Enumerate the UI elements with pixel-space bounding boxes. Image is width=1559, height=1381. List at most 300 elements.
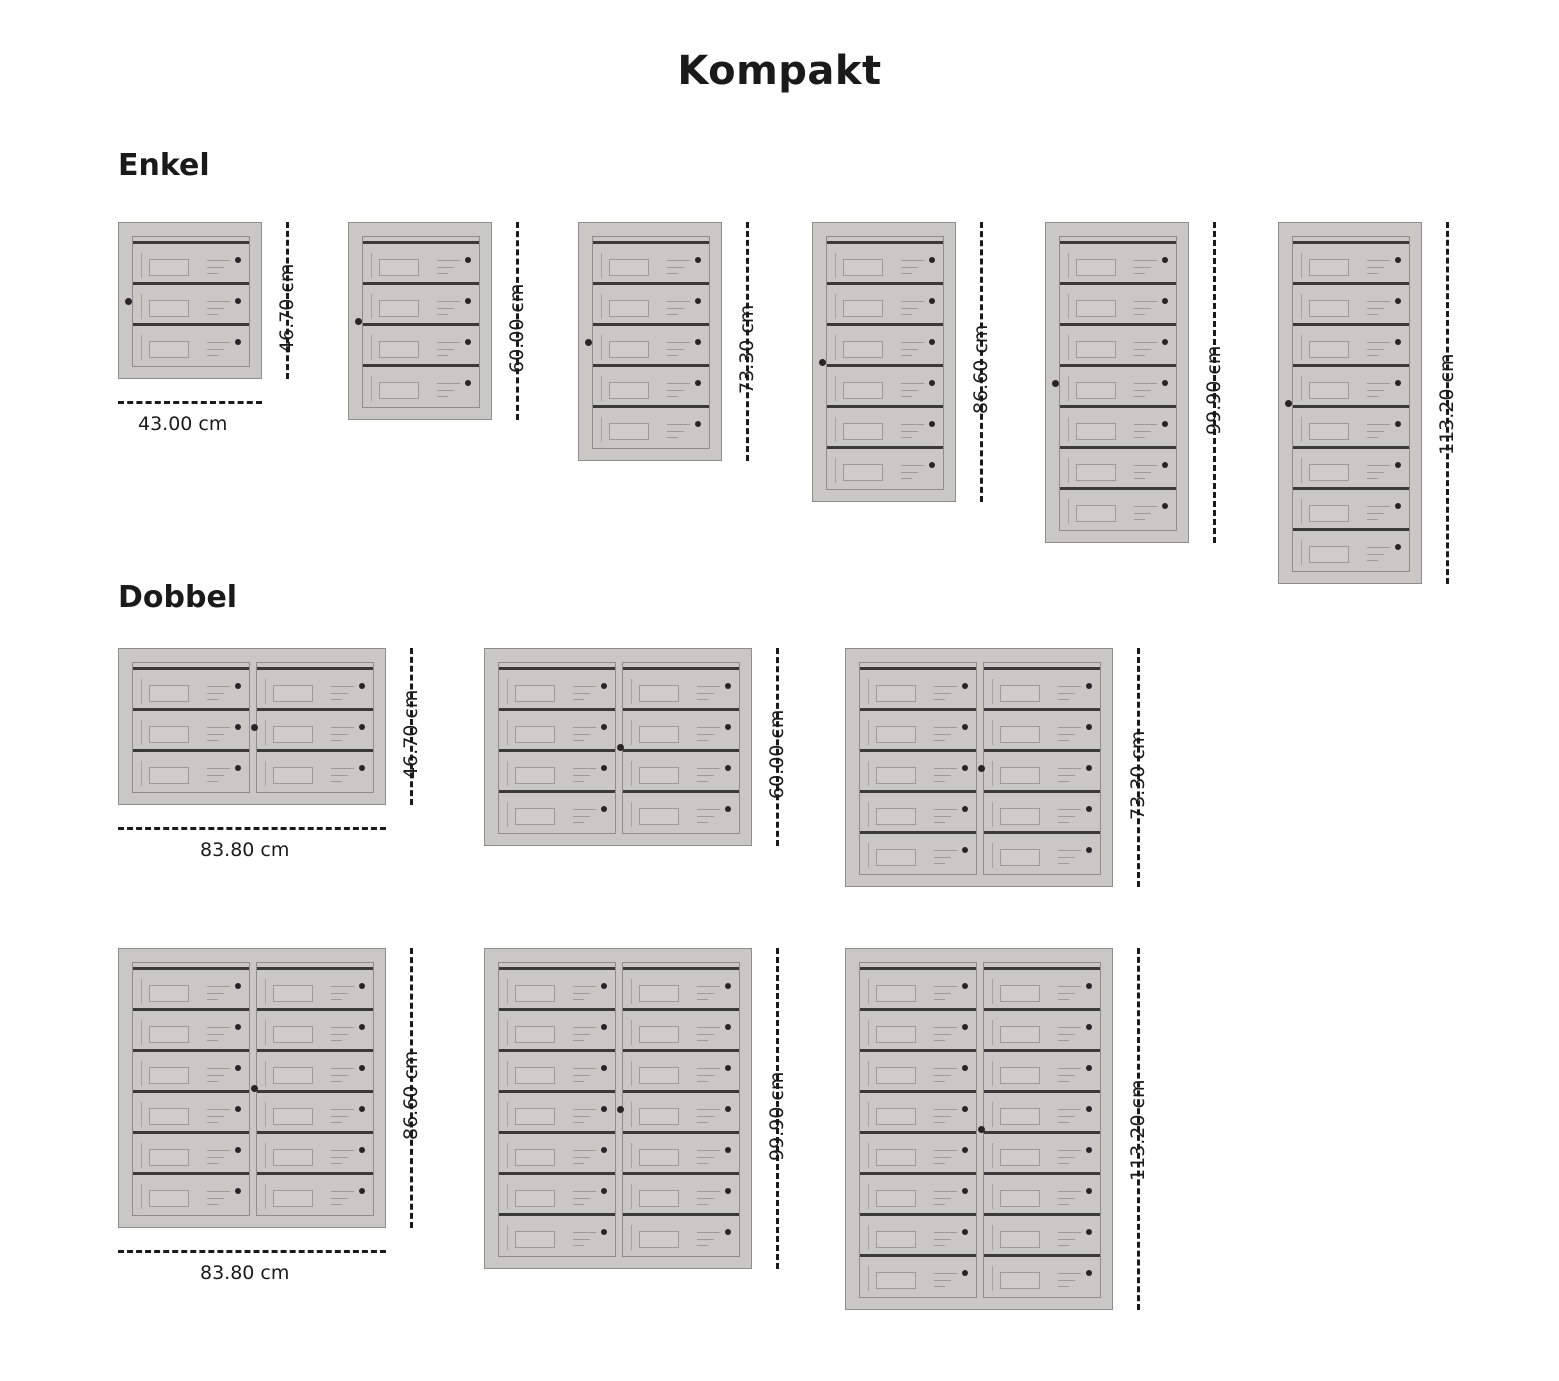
mailbox-cabinet xyxy=(118,948,386,1228)
address-lines xyxy=(207,258,230,277)
mailbox-slot xyxy=(257,749,373,790)
name-plate xyxy=(273,1190,312,1206)
mailbox-panel xyxy=(498,962,616,1257)
address-lines xyxy=(207,1148,230,1167)
mailbox-slot xyxy=(499,1213,615,1254)
name-plate xyxy=(1309,423,1348,439)
panel-edge-line xyxy=(992,1020,993,1045)
address-lines xyxy=(207,299,230,318)
mail-slot-opening xyxy=(860,1172,976,1175)
width-dimension-line xyxy=(118,401,262,404)
mailbox-slot xyxy=(257,1172,373,1213)
name-plate xyxy=(876,767,915,783)
lock-icon xyxy=(601,724,607,730)
mailbox-slot xyxy=(984,1172,1100,1213)
lock-icon xyxy=(1395,380,1401,386)
mail-slot-opening xyxy=(623,1008,739,1011)
cabinet-unit-enkel-2 xyxy=(348,222,528,420)
mailbox-slot xyxy=(1293,241,1409,282)
panel-edge-line xyxy=(1301,499,1302,524)
panel-edge-line xyxy=(631,1061,632,1086)
address-lines xyxy=(573,1189,596,1208)
name-plate xyxy=(639,1231,678,1247)
panel-edge-line xyxy=(1301,335,1302,360)
lock-icon xyxy=(962,683,968,689)
mailbox-panel xyxy=(859,962,977,1298)
mail-slot-opening xyxy=(499,967,615,970)
name-plate xyxy=(1076,382,1115,398)
name-plate xyxy=(515,767,554,783)
mailbox-slot xyxy=(984,1213,1100,1254)
address-lines xyxy=(573,1107,596,1126)
height-dimension-label: 46.70 cm xyxy=(400,689,422,779)
lock-icon xyxy=(929,339,935,345)
name-plate xyxy=(639,1149,678,1165)
mail-slot-opening xyxy=(984,667,1100,670)
mailbox-slot xyxy=(593,323,709,364)
mail-slot-opening xyxy=(133,1131,249,1134)
mail-slot-opening xyxy=(133,323,249,326)
name-plate xyxy=(273,685,312,701)
mailbox-panel xyxy=(256,962,374,1216)
panel-edge-line xyxy=(631,761,632,786)
name-plate xyxy=(1000,985,1039,1001)
lock-icon xyxy=(601,1147,607,1153)
mailbox-slot xyxy=(623,1008,739,1049)
mail-slot-opening xyxy=(499,1213,615,1216)
height-dimension-label: 99.90 cm xyxy=(1203,345,1225,435)
name-plate xyxy=(273,726,312,742)
mailbox-slot xyxy=(499,790,615,831)
mail-slot-opening xyxy=(133,282,249,285)
panel-edge-line xyxy=(141,1143,142,1168)
address-lines xyxy=(667,258,690,277)
cabinet-unit-dobbel-4 xyxy=(118,948,422,1284)
lock-icon xyxy=(1086,724,1092,730)
lock-icon xyxy=(601,1065,607,1071)
panel-edge-line xyxy=(835,335,836,360)
name-plate xyxy=(639,685,678,701)
panel-edge-line xyxy=(265,1061,266,1086)
address-lines xyxy=(934,984,957,1003)
panel-edge-line xyxy=(601,253,602,278)
lock-icon xyxy=(725,1188,731,1194)
address-lines xyxy=(1058,1148,1081,1167)
lock-icon xyxy=(235,1024,241,1030)
cabinet-unit-enkel-4 xyxy=(812,222,992,502)
mail-slot-opening xyxy=(1060,282,1176,285)
mailbox-panel xyxy=(1292,236,1410,572)
panel-edge-line xyxy=(1301,458,1302,483)
panel-edge-line xyxy=(868,802,869,827)
mail-slot-opening xyxy=(1060,241,1176,244)
panel-edge-line xyxy=(141,1102,142,1127)
address-lines xyxy=(573,1148,596,1167)
mail-slot-opening xyxy=(860,1254,976,1257)
mailbox-cabinet xyxy=(348,222,492,420)
mailbox-slot xyxy=(1060,364,1176,405)
mailbox-slot xyxy=(1060,282,1176,323)
cabinet-unit-dobbel-5 xyxy=(484,948,788,1269)
mail-slot-opening xyxy=(984,1172,1100,1175)
height-dimension-label: 113.20 cm xyxy=(1127,1079,1149,1181)
lock-icon xyxy=(962,847,968,853)
mailbox-slot xyxy=(623,967,739,1008)
mailbox-slot xyxy=(827,405,943,446)
panel-edge-line xyxy=(868,1143,869,1168)
master-lock-icon xyxy=(978,765,985,772)
mailbox-slot xyxy=(860,749,976,790)
name-plate xyxy=(1076,300,1115,316)
lock-icon xyxy=(962,765,968,771)
mail-slot-opening xyxy=(499,749,615,752)
name-plate xyxy=(843,464,882,480)
mail-slot-opening xyxy=(1060,487,1176,490)
width-dimension-label: 83.80 cm xyxy=(200,1262,290,1284)
mailbox-slot xyxy=(827,241,943,282)
lock-icon xyxy=(1086,1106,1092,1112)
master-lock-icon xyxy=(125,298,132,305)
address-lines xyxy=(697,1107,720,1126)
lock-icon xyxy=(235,724,241,730)
name-plate xyxy=(273,1149,312,1165)
mail-slot-opening xyxy=(623,1090,739,1093)
panel-edge-line xyxy=(1068,294,1069,319)
lock-icon xyxy=(962,1065,968,1071)
panel-edge-line xyxy=(507,1184,508,1209)
mailbox-slot xyxy=(499,1131,615,1172)
address-lines xyxy=(934,1066,957,1085)
name-plate xyxy=(1309,382,1348,398)
lock-icon xyxy=(962,1147,968,1153)
lock-icon xyxy=(695,257,701,263)
panel-edge-line xyxy=(507,1020,508,1045)
panel-edge-line xyxy=(868,1020,869,1045)
width-dimension-label: 83.80 cm xyxy=(200,839,290,861)
address-lines xyxy=(207,1066,230,1085)
lock-icon xyxy=(601,765,607,771)
lock-icon xyxy=(235,1188,241,1194)
lock-icon xyxy=(359,683,365,689)
address-lines xyxy=(934,807,957,826)
name-plate xyxy=(609,259,648,275)
address-lines xyxy=(207,725,230,744)
height-dimension-label: 73.30 cm xyxy=(736,304,758,394)
lock-icon xyxy=(359,983,365,989)
name-plate xyxy=(379,300,418,316)
lock-icon xyxy=(1395,339,1401,345)
lock-icon xyxy=(929,298,935,304)
name-plate xyxy=(843,259,882,275)
mail-slot-opening xyxy=(984,1049,1100,1052)
address-lines xyxy=(934,1230,957,1249)
address-lines xyxy=(934,1025,957,1044)
name-plate xyxy=(149,1190,188,1206)
mailbox-slot xyxy=(623,1213,739,1254)
lock-icon xyxy=(962,806,968,812)
panel-edge-line xyxy=(141,720,142,745)
lock-icon xyxy=(1086,1147,1092,1153)
mail-slot-opening xyxy=(984,1213,1100,1216)
address-lines xyxy=(697,684,720,703)
mailbox-slot xyxy=(133,967,249,1008)
mail-slot-opening xyxy=(827,241,943,244)
mail-slot-opening xyxy=(1293,364,1409,367)
lock-icon xyxy=(1395,421,1401,427)
mailbox-cabinet xyxy=(484,648,752,846)
mailbox-panel xyxy=(132,236,250,367)
address-lines xyxy=(207,1025,230,1044)
mailbox-slot xyxy=(133,241,249,282)
panel-edge-line xyxy=(992,1102,993,1127)
name-plate xyxy=(149,1026,188,1042)
address-lines xyxy=(437,340,460,359)
mail-slot-opening xyxy=(257,667,373,670)
lock-icon xyxy=(1395,462,1401,468)
address-lines xyxy=(437,258,460,277)
mail-slot-opening xyxy=(1293,446,1409,449)
panel-edge-line xyxy=(868,761,869,786)
name-plate xyxy=(876,1231,915,1247)
mail-slot-opening xyxy=(257,1049,373,1052)
mail-slot-opening xyxy=(860,708,976,711)
panel-edge-line xyxy=(992,979,993,1004)
mailbox-slot xyxy=(860,1172,976,1213)
address-lines xyxy=(934,1148,957,1167)
panel-edge-line xyxy=(992,802,993,827)
name-plate xyxy=(1000,1149,1039,1165)
name-plate xyxy=(515,1149,554,1165)
mail-slot-opening xyxy=(257,1090,373,1093)
lock-icon xyxy=(359,765,365,771)
name-plate xyxy=(639,1067,678,1083)
mail-slot-opening xyxy=(499,1090,615,1093)
lock-icon xyxy=(725,806,731,812)
lock-icon xyxy=(1086,806,1092,812)
panel-edge-line xyxy=(265,1184,266,1209)
mail-slot-opening xyxy=(593,364,709,367)
panel-edge-line xyxy=(992,679,993,704)
mail-slot-opening xyxy=(1293,487,1409,490)
lock-icon xyxy=(601,1024,607,1030)
name-plate xyxy=(876,808,915,824)
cabinet-unit-dobbel-6 xyxy=(845,948,1149,1310)
mail-slot-opening xyxy=(363,282,479,285)
panel-edge-line xyxy=(507,1225,508,1250)
address-lines xyxy=(331,984,354,1003)
panel-edge-line xyxy=(1068,335,1069,360)
master-lock-icon xyxy=(251,724,258,731)
mail-slot-opening xyxy=(133,1008,249,1011)
address-lines xyxy=(697,766,720,785)
name-plate xyxy=(273,1067,312,1083)
mail-slot-opening xyxy=(860,1090,976,1093)
mailbox-slot xyxy=(1060,323,1176,364)
master-lock-icon xyxy=(1052,380,1059,387)
name-plate xyxy=(876,1149,915,1165)
name-plate xyxy=(1309,300,1348,316)
panel-edge-line xyxy=(835,417,836,442)
lock-icon xyxy=(695,339,701,345)
lock-icon xyxy=(1395,503,1401,509)
cabinet-unit-enkel-3 xyxy=(578,222,758,461)
mail-slot-opening xyxy=(133,1090,249,1093)
mailbox-slot xyxy=(984,1131,1100,1172)
mailbox-cabinet xyxy=(578,222,722,461)
mailbox-cabinet xyxy=(1045,222,1189,543)
lock-icon xyxy=(962,983,968,989)
mailbox-panel xyxy=(983,662,1101,875)
panel-edge-line xyxy=(992,1184,993,1209)
mail-slot-opening xyxy=(984,831,1100,834)
mailbox-slot xyxy=(623,667,739,708)
mailbox-slot xyxy=(593,364,709,405)
address-lines xyxy=(207,984,230,1003)
panel-edge-line xyxy=(1068,417,1069,442)
name-plate xyxy=(876,685,915,701)
lock-icon xyxy=(235,1147,241,1153)
master-lock-icon xyxy=(819,359,826,366)
mail-slot-opening xyxy=(1293,323,1409,326)
mail-slot-opening xyxy=(1060,405,1176,408)
mailbox-slot xyxy=(1293,405,1409,446)
mailbox-slot xyxy=(133,282,249,323)
panel-row xyxy=(1292,236,1410,572)
mailbox-cabinet xyxy=(1278,222,1422,584)
mail-slot-opening xyxy=(623,749,739,752)
mail-slot-opening xyxy=(827,364,943,367)
lock-icon xyxy=(359,724,365,730)
panel-edge-line xyxy=(265,979,266,1004)
lock-icon xyxy=(725,1106,731,1112)
address-lines xyxy=(697,1230,720,1249)
mail-slot-opening xyxy=(257,708,373,711)
address-lines xyxy=(1367,381,1390,400)
lock-icon xyxy=(1395,257,1401,263)
mailbox-slot xyxy=(984,790,1100,831)
name-plate xyxy=(1000,808,1039,824)
panel-edge-line xyxy=(141,1184,142,1209)
name-plate xyxy=(1076,259,1115,275)
mail-slot-opening xyxy=(827,282,943,285)
mail-slot-opening xyxy=(133,749,249,752)
mailbox-slot xyxy=(133,1008,249,1049)
panel-edge-line xyxy=(371,253,372,278)
master-lock-icon xyxy=(978,1126,985,1133)
name-plate xyxy=(149,341,188,357)
panel-edge-line xyxy=(371,294,372,319)
mail-slot-opening xyxy=(1060,323,1176,326)
mail-slot-opening xyxy=(860,1213,976,1216)
address-lines xyxy=(1134,258,1157,277)
name-plate xyxy=(1076,341,1115,357)
mailbox-slot xyxy=(133,1049,249,1090)
address-lines xyxy=(667,299,690,318)
name-plate xyxy=(273,767,312,783)
lock-icon xyxy=(235,983,241,989)
mail-slot-opening xyxy=(593,323,709,326)
address-lines xyxy=(331,1066,354,1085)
address-lines xyxy=(1058,725,1081,744)
name-plate xyxy=(1309,464,1348,480)
name-plate xyxy=(379,382,418,398)
panel-edge-line xyxy=(601,376,602,401)
address-lines xyxy=(1367,422,1390,441)
name-plate xyxy=(149,767,188,783)
address-lines xyxy=(697,1189,720,1208)
mailbox-cabinet xyxy=(845,648,1113,887)
panel-edge-line xyxy=(507,1061,508,1086)
address-lines xyxy=(1058,1066,1081,1085)
mailbox-slot xyxy=(984,1049,1100,1090)
mail-slot-opening xyxy=(133,1049,249,1052)
lock-icon xyxy=(725,1147,731,1153)
lock-icon xyxy=(235,1065,241,1071)
panel-edge-line xyxy=(141,679,142,704)
name-plate xyxy=(876,1272,915,1288)
panel-edge-line xyxy=(992,720,993,745)
mailbox-slot xyxy=(984,708,1100,749)
lock-icon xyxy=(601,1106,607,1112)
address-lines xyxy=(1058,848,1081,867)
address-lines xyxy=(901,381,924,400)
mailbox-slot xyxy=(257,708,373,749)
mail-slot-opening xyxy=(827,323,943,326)
panel-edge-line xyxy=(835,294,836,319)
master-lock-icon xyxy=(617,1106,624,1113)
mail-slot-opening xyxy=(1293,528,1409,531)
mailbox-slot xyxy=(133,708,249,749)
lock-icon xyxy=(601,1229,607,1235)
address-lines xyxy=(207,1107,230,1126)
mailbox-panel xyxy=(132,662,250,793)
panel-edge-line xyxy=(507,761,508,786)
name-plate xyxy=(515,1067,554,1083)
panel-edge-line xyxy=(868,720,869,745)
mail-slot-opening xyxy=(363,323,479,326)
mailbox-slot xyxy=(860,831,976,872)
name-plate xyxy=(843,300,882,316)
mailbox-slot xyxy=(1060,241,1176,282)
address-lines xyxy=(331,1025,354,1044)
panel-edge-line xyxy=(868,979,869,1004)
address-lines xyxy=(331,766,354,785)
panel-edge-line xyxy=(601,417,602,442)
panel-edge-line xyxy=(992,843,993,868)
mail-slot-opening xyxy=(593,282,709,285)
lock-icon xyxy=(929,257,935,263)
mailbox-panel xyxy=(826,236,944,490)
mail-slot-opening xyxy=(133,241,249,244)
lock-icon xyxy=(465,380,471,386)
mailbox-slot xyxy=(984,967,1100,1008)
address-lines xyxy=(331,725,354,744)
name-plate xyxy=(149,1149,188,1165)
panel-row xyxy=(362,236,480,408)
page-title: Kompakt xyxy=(677,48,882,94)
lock-icon xyxy=(601,983,607,989)
lock-icon xyxy=(1162,339,1168,345)
lock-icon xyxy=(1162,462,1168,468)
panel-edge-line xyxy=(141,761,142,786)
mailbox-slot xyxy=(133,667,249,708)
mailbox-panel xyxy=(622,662,740,834)
name-plate xyxy=(273,1026,312,1042)
mailbox-slot xyxy=(860,967,976,1008)
lock-icon xyxy=(962,1229,968,1235)
panel-edge-line xyxy=(265,720,266,745)
address-lines xyxy=(1058,1271,1081,1290)
